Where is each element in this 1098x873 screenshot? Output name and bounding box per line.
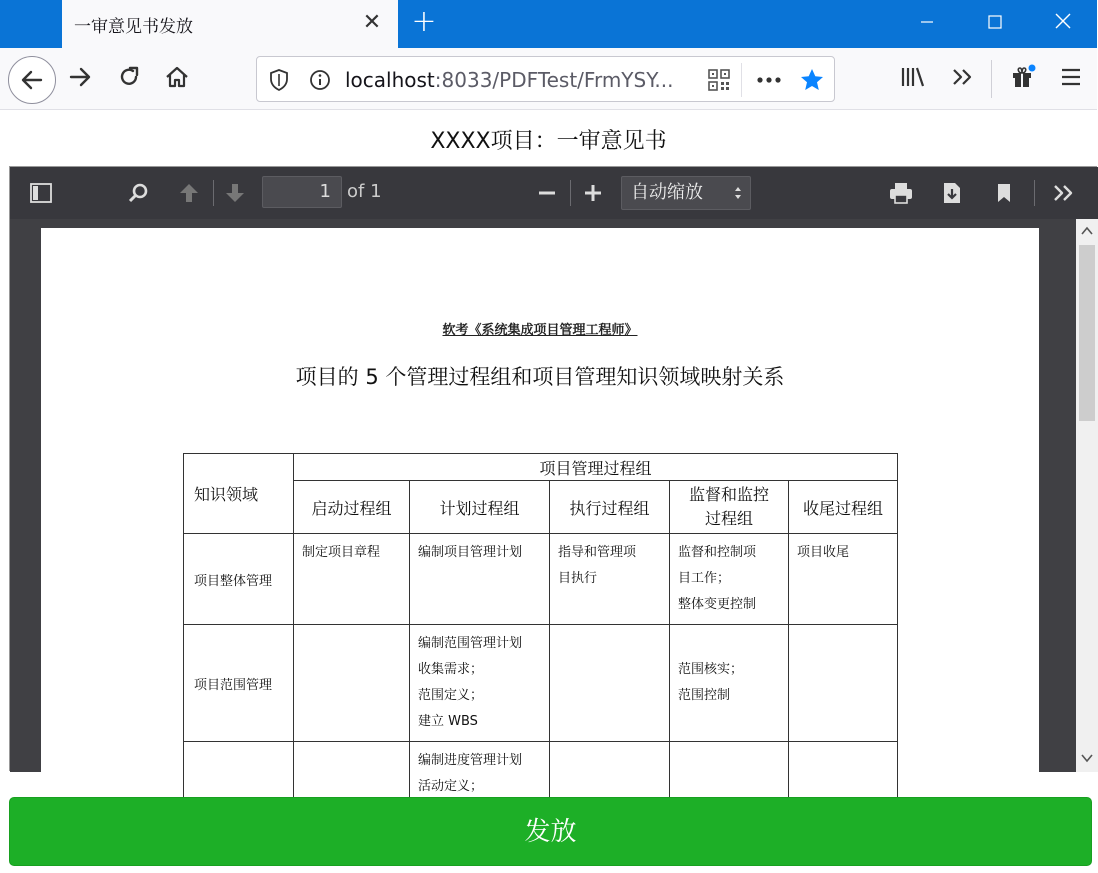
navigation-bar — [0, 48, 1097, 110]
table-header-group: 项目管理过程组 — [294, 454, 898, 481]
pdf-viewer — [9, 166, 1097, 794]
tools-chevron-icon[interactable] — [1050, 179, 1078, 207]
shield-icon[interactable] — [267, 68, 291, 92]
table-cell: 编制范围管理计划 收集需求； 范围定义； 建立 WBS — [410, 625, 550, 742]
home-icon — [164, 64, 190, 90]
mapping-table — [183, 453, 898, 832]
library-icon — [900, 65, 926, 89]
tab-title: 一审意见书发放 — [74, 17, 193, 37]
row-header: 项目范围管理 — [184, 625, 294, 742]
table-header-area: 知识领域 — [184, 454, 294, 534]
page-number-input[interactable]: 1 — [262, 176, 342, 208]
zoom-out-icon[interactable] — [533, 179, 561, 207]
table-cell: 范围核实； 范围控制 — [670, 625, 789, 742]
zoom-select[interactable] — [621, 176, 751, 210]
hamburger-icon — [1060, 67, 1082, 87]
select-arrows-icon — [734, 186, 742, 200]
column-header: 启动过程组 — [294, 481, 410, 534]
document-subtitle: 软考《系统集成项目管理工程师》 — [442, 323, 638, 338]
maximize-icon[interactable] — [961, 0, 1029, 48]
toolbar-separator — [1034, 180, 1035, 206]
issue-button[interactable]: 发放 — [9, 797, 1092, 866]
pdf-page — [41, 228, 1039, 828]
table-cell: 编制进度管理计划 活动定义； — [410, 742, 550, 832]
forward-arrow-icon — [67, 64, 93, 90]
url-bar[interactable] — [256, 56, 835, 102]
table-row — [184, 534, 898, 625]
document-title: 项目的 5 个管理过程组和项目管理知识领域映射关系 — [295, 365, 785, 389]
close-window-icon[interactable] — [1029, 0, 1097, 48]
home-button[interactable] — [157, 57, 197, 97]
info-icon[interactable] — [308, 68, 332, 92]
page-title: XXXX项目：一审意见书 — [430, 129, 667, 154]
row-header: 项目整体管理 — [184, 534, 294, 625]
toolbar-separator — [570, 180, 571, 206]
forward-button[interactable] — [60, 57, 100, 97]
library-button[interactable] — [893, 57, 933, 97]
search-icon[interactable] — [124, 179, 152, 207]
url-divider — [741, 63, 742, 97]
table-cell: 编制项目管理计划 — [410, 534, 550, 625]
new-tab-icon[interactable]: + — [411, 4, 437, 39]
gift-icon — [1010, 64, 1036, 90]
table-cell: 制定项目章程 — [294, 534, 410, 625]
toolbar-divider — [991, 60, 992, 98]
toolbar-separator — [213, 180, 214, 206]
back-button[interactable] — [8, 56, 56, 104]
column-header: 监督和监控过程组 — [670, 481, 789, 534]
table-row — [184, 625, 898, 742]
zoom-value: 自动缩放 — [631, 182, 703, 203]
table-cell — [789, 625, 898, 742]
previous-page-icon[interactable] — [175, 179, 203, 207]
bookmark-star-icon[interactable] — [800, 68, 824, 92]
page-count: of 1 — [347, 181, 382, 202]
table-cell: 监督和控制项 目工作； 整体变更控制 — [670, 534, 789, 625]
reload-icon — [116, 64, 142, 90]
whats-new-button[interactable] — [1003, 57, 1043, 97]
column-header: 计划过程组 — [410, 481, 550, 534]
reload-button[interactable] — [109, 57, 149, 97]
print-icon[interactable] — [887, 179, 915, 207]
tab-close-icon[interactable]: ✕ — [362, 10, 382, 35]
column-header: 执行过程组 — [550, 481, 670, 534]
table-cell — [550, 625, 670, 742]
qr-code-icon[interactable] — [707, 68, 731, 92]
table-cell: 项目收尾 — [789, 534, 898, 625]
tab-bar — [0, 0, 1097, 48]
minimize-icon[interactable] — [893, 0, 961, 48]
pdf-toolbar — [10, 167, 1098, 219]
download-icon[interactable] — [938, 179, 966, 207]
bookmark-icon[interactable] — [990, 179, 1018, 207]
table-cell — [294, 625, 410, 742]
scroll-down-icon[interactable] — [1080, 751, 1094, 765]
next-page-icon[interactable] — [221, 179, 249, 207]
sidebar-toggle-icon[interactable] — [27, 179, 55, 207]
overflow-menu-button[interactable] — [942, 57, 982, 97]
column-header: 收尾过程组 — [789, 481, 898, 534]
main-menu-button[interactable] — [1051, 57, 1091, 97]
scroll-up-icon[interactable] — [1080, 224, 1094, 238]
double-chevron-icon — [950, 65, 974, 89]
more-actions-icon[interactable] — [757, 68, 781, 92]
url-text[interactable]: localhost:8033/PDFTest/FrmYSY... — [345, 68, 674, 92]
zoom-in-icon[interactable] — [579, 179, 607, 207]
table-cell: 指导和管理项 目执行 — [550, 534, 670, 625]
vertical-scrollbar[interactable] — [1076, 219, 1098, 772]
scrollbar-thumb[interactable] — [1079, 245, 1095, 421]
browser-tab[interactable] — [62, 0, 398, 48]
document-area[interactable] — [10, 219, 1076, 794]
back-arrow-icon — [19, 67, 45, 93]
